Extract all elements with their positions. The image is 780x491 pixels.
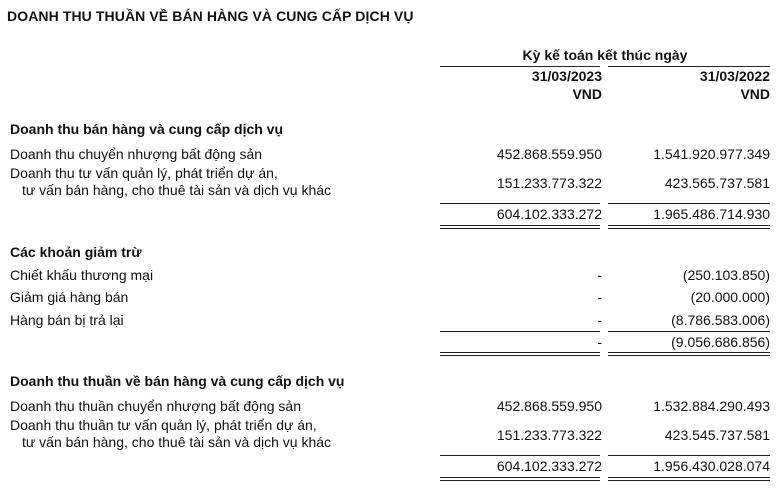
total-col2: 1.965.486.714.930 [653,206,770,222]
row-value-col2: 423.545.737.581 [664,427,770,443]
row-value-col2: (20.000.000) [690,289,770,305]
subtotal-rule-col2 [608,455,770,456]
period-header: Kỳ kế toán kết thúc ngày [522,47,688,63]
col1-unit: VND [572,86,602,102]
row-value-col1: 452.868.559.950 [496,146,602,162]
total-double-rule-col1 [440,352,600,356]
section-heading-deductions: Các khoản giảm trừ [10,244,142,260]
total-double-rule-col2 [608,352,770,356]
row-value-col1: - [597,289,602,305]
row-label-cont: tư vấn bán hàng, cho thuê tài sản và dịch vụ khác [22,182,332,198]
total-double-rule-col1 [440,225,600,229]
subtotal-rule-col2 [608,331,770,332]
row-value-col1: - [597,312,602,328]
total-col1: 604.102.333.272 [496,206,602,222]
header-rule-col2 [608,66,770,67]
row-label: Doanh thu tư vấn quản lý, phát triển dự án, [10,165,278,181]
row-label: Chiết khấu thương mại [10,267,154,283]
subtotal-rule-col1 [440,455,600,456]
subtotal-rule-col1 [440,203,600,204]
total-double-rule-col2 [608,225,770,229]
row-value-col2: (250.103.850) [682,267,770,283]
total-col2: 1.956.430.028.074 [653,458,770,474]
total-col1: 604.102.333.272 [496,458,602,474]
row-value-col2: 1.532.884.290.493 [653,398,770,414]
col2-unit: VND [740,86,770,102]
row-label: Doanh thu thuần tư vấn quản lý, phát triển dự án, [10,417,317,433]
total-col2: (9.056.686.856) [671,334,770,350]
subtotal-rule-col2 [608,203,770,204]
section-heading-revenue: Doanh thu bán hàng và cung cấp dịch vụ [10,121,284,137]
total-double-rule-col2 [608,477,770,481]
row-label: Hàng bán bị trả lại [10,312,124,328]
col1-date: 31/03/2023 [531,68,602,84]
row-label: Doanh thu thuần chuyển nhượng bất động sản [10,398,301,414]
row-label-cont: tư vấn bán hàng, cho thuê tài sản và dịch vụ khác [22,434,332,450]
row-label: Giảm giá hàng bán [10,289,129,305]
header-rule-col1 [440,66,600,67]
row-value-col2: 1.541.920.977.349 [653,146,770,162]
col2-date: 31/03/2022 [699,68,770,84]
total-col1: - [597,334,602,350]
total-double-rule-col1 [440,477,600,481]
row-value-col1: 151.233.773.322 [496,175,602,191]
page-title: DOANH THU THUẦN VỀ BÁN HÀNG VÀ CUNG CẤP DỊCH VỤ [7,8,414,24]
subtotal-rule-col1 [440,331,600,332]
row-value-col1: 452.868.559.950 [496,398,602,414]
section-heading-net: Doanh thu thuần về bán hàng và cung cấp dịch vụ [10,373,345,389]
row-label: Doanh thu chuyển nhượng bất động sản [10,146,263,162]
row-value-col2: 423.565.737.581 [664,175,770,191]
row-value-col2: (8.786.583.006) [671,312,770,328]
row-value-col1: 151.233.773.322 [496,427,602,443]
row-value-col1: - [597,267,602,283]
